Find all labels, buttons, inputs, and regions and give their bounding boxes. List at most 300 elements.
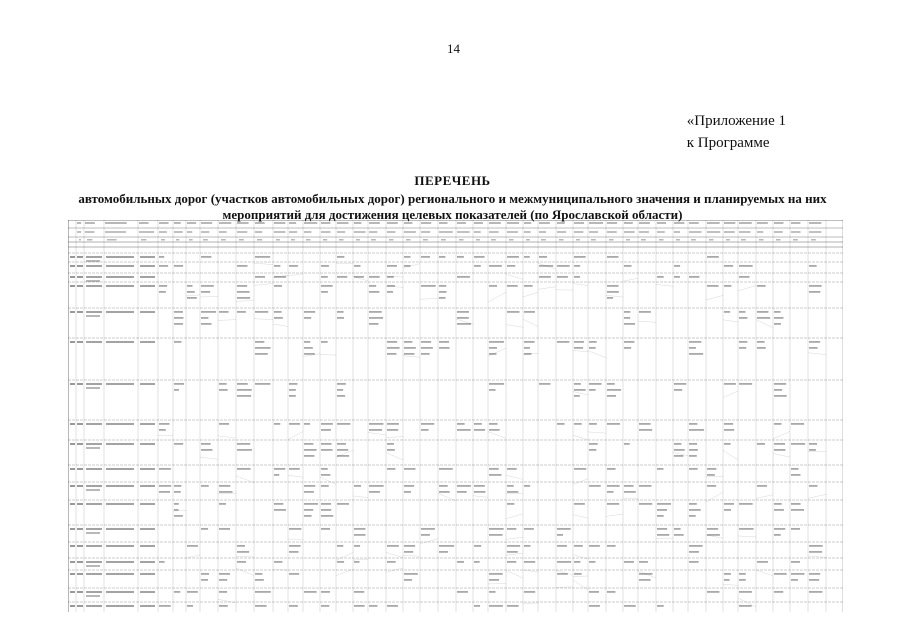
table-cell-text xyxy=(237,551,249,553)
table-cell-text xyxy=(255,276,265,278)
table-rule xyxy=(236,300,254,302)
table-cell-text xyxy=(86,443,102,445)
table-cell-text xyxy=(159,285,167,287)
table-cell-text xyxy=(255,341,264,343)
table-cell-text xyxy=(507,485,514,487)
table-rule xyxy=(186,555,200,558)
table-rule xyxy=(488,432,506,439)
table-cell-text xyxy=(474,485,485,487)
table-rule xyxy=(706,295,723,300)
table-cell-text xyxy=(539,222,550,224)
table-cell-text xyxy=(189,239,193,241)
table-cell-text xyxy=(77,605,83,607)
table-cell-text xyxy=(159,561,165,563)
table-cell-text xyxy=(439,485,448,487)
table-cell-text xyxy=(707,468,716,470)
table-cell-text xyxy=(86,265,102,267)
table-cell-text xyxy=(86,423,102,425)
table-cell-text xyxy=(77,561,83,563)
table-cell-text xyxy=(369,222,380,224)
table-cell-text xyxy=(161,239,165,241)
table-cell-text xyxy=(237,383,248,385)
roads-table-grid xyxy=(68,220,843,612)
table-cell-text xyxy=(77,485,83,487)
table-cell-text xyxy=(70,311,75,313)
table-cell-text xyxy=(291,239,295,241)
table-cell-text xyxy=(489,383,504,385)
table-cell-text xyxy=(237,443,250,445)
table-rule xyxy=(506,475,523,479)
table-cell-text xyxy=(507,256,519,258)
table-cell-text xyxy=(174,443,183,445)
table-cell-text xyxy=(639,503,652,505)
table-cell-text xyxy=(589,341,597,343)
table-cell-text xyxy=(289,383,297,385)
table-rule xyxy=(606,514,623,516)
table-cell-text xyxy=(707,222,720,224)
table-cell-text xyxy=(289,528,301,530)
table-cell-text xyxy=(140,276,155,278)
table-cell-text xyxy=(574,276,580,278)
table-cell-text xyxy=(507,265,515,267)
table-cell-text xyxy=(387,231,395,233)
table-cell-text xyxy=(70,591,75,593)
table-cell-text xyxy=(404,491,411,493)
table-cell-text xyxy=(86,595,100,597)
table-cell-text xyxy=(70,573,75,575)
table-cell-text xyxy=(257,239,262,241)
table-rule xyxy=(506,553,523,555)
table-cell-text xyxy=(337,561,344,563)
table-cell-text xyxy=(354,231,366,233)
table-cell-text xyxy=(507,503,514,505)
table-cell-text xyxy=(321,276,328,278)
table-cell-text xyxy=(387,222,398,224)
table-cell-text xyxy=(86,561,102,563)
table-cell-text xyxy=(219,573,230,575)
table-cell-text xyxy=(421,231,430,233)
table-cell-text xyxy=(774,383,786,385)
table-cell-text xyxy=(791,503,801,505)
table-cell-text xyxy=(457,317,469,319)
table-cell-text xyxy=(106,573,134,575)
table-cell-text xyxy=(321,468,328,470)
table-cell-text xyxy=(289,395,296,397)
table-cell-text xyxy=(337,311,344,313)
table-cell-text xyxy=(387,449,395,451)
table-cell-text xyxy=(724,509,731,511)
table-cell-text xyxy=(774,591,783,593)
table-cell-text xyxy=(757,485,767,487)
table-rule xyxy=(756,570,773,576)
table-rule xyxy=(773,431,790,439)
title-heading: ПЕРЕЧЕНЬ xyxy=(414,173,491,188)
table-rule xyxy=(523,319,538,326)
table-cell-text xyxy=(757,347,766,349)
table-cell-text xyxy=(674,455,683,457)
table-cell-text xyxy=(201,579,208,581)
table-cell-text xyxy=(219,579,227,581)
table-cell-text xyxy=(321,509,331,511)
table-cell-text xyxy=(387,276,394,278)
table-cell-text xyxy=(676,239,680,241)
table-cell-text xyxy=(159,491,170,493)
table-cell-text xyxy=(774,323,781,325)
table-cell-text xyxy=(809,285,822,287)
table-cell-text xyxy=(86,565,100,567)
table-cell-text xyxy=(524,347,530,349)
table-cell-text xyxy=(321,474,330,476)
table-cell-text xyxy=(509,239,514,241)
table-cell-text xyxy=(304,591,317,593)
table-cell-text xyxy=(387,561,396,563)
table-cell-text xyxy=(739,503,753,505)
table-cell-text xyxy=(87,239,92,241)
table-cell-text xyxy=(140,383,155,385)
table-cell-text xyxy=(491,239,496,241)
table-cell-text xyxy=(707,231,720,233)
table-rule xyxy=(756,319,773,327)
table-rule xyxy=(236,476,254,483)
table-cell-text xyxy=(174,503,179,505)
table-cell-text xyxy=(707,485,716,487)
table-cell-text xyxy=(674,389,682,391)
table-cell-text xyxy=(255,573,262,575)
table-cell-text xyxy=(421,528,435,530)
table-cell-text xyxy=(77,383,83,385)
table-cell-text xyxy=(809,347,818,349)
table-cell-text xyxy=(70,528,75,530)
table-cell-text xyxy=(70,561,75,563)
table-cell-text xyxy=(559,239,564,241)
table-cell-text xyxy=(739,276,749,278)
table-cell-text xyxy=(174,383,184,385)
table-cell-text xyxy=(674,528,681,530)
table-cell-text xyxy=(589,449,596,451)
table-cell-text xyxy=(591,239,596,241)
table-cell-text xyxy=(624,231,635,233)
table-cell-text xyxy=(159,222,169,224)
table-rule xyxy=(656,284,673,286)
table-cell-text xyxy=(337,389,343,391)
table-cell-text xyxy=(489,285,497,287)
table-cell-text xyxy=(607,468,616,470)
table-cell-text xyxy=(489,222,501,224)
table-cell-text xyxy=(474,605,480,607)
table-cell-text xyxy=(657,509,667,511)
table-cell-text xyxy=(106,591,134,593)
table-cell-text xyxy=(140,468,155,470)
table-cell-text xyxy=(609,239,614,241)
table-cell-text xyxy=(421,341,431,343)
table-rule xyxy=(573,576,588,577)
table-cell-text xyxy=(739,347,746,349)
table-cell-text xyxy=(339,239,344,241)
table-cell-text xyxy=(304,503,318,505)
table-cell-text xyxy=(70,503,75,505)
table-rule xyxy=(254,284,273,286)
table-cell-text xyxy=(689,545,703,547)
table-cell-text xyxy=(140,605,155,607)
table-cell-text xyxy=(791,468,799,470)
table-cell-text xyxy=(237,231,247,233)
table-cell-text xyxy=(557,276,568,278)
table-rule xyxy=(506,537,523,539)
table-cell-text xyxy=(337,222,349,224)
table-cell-text xyxy=(689,443,697,445)
table-cell-text xyxy=(387,285,395,287)
table-cell-text xyxy=(255,591,271,593)
table-cell-text xyxy=(237,561,246,563)
table-cell-text xyxy=(739,579,746,581)
table-cell-text xyxy=(106,485,134,487)
table-cell-text xyxy=(70,285,75,287)
table-cell-text xyxy=(689,503,697,505)
table-cell-text xyxy=(489,534,503,536)
table-cell-text xyxy=(607,291,619,293)
table-cell-text xyxy=(356,239,360,241)
table-cell-text xyxy=(439,297,446,299)
table-cell-text xyxy=(489,429,500,431)
table-cell-text xyxy=(70,423,75,425)
table-cell-text xyxy=(476,239,480,241)
table-cell-text xyxy=(70,605,75,607)
table-cell-text xyxy=(387,347,400,349)
table-rule xyxy=(218,599,236,603)
table-cell-text xyxy=(321,503,331,505)
table-cell-text xyxy=(369,276,380,278)
table-cell-text xyxy=(174,323,183,325)
table-cell-text xyxy=(369,285,376,287)
table-cell-text xyxy=(201,311,216,313)
table-cell-text xyxy=(421,429,429,431)
appendix-line-2: к Программе xyxy=(686,135,770,151)
table-cell-text xyxy=(489,468,499,470)
table-cell-text xyxy=(321,265,329,267)
table-cell-text xyxy=(624,605,636,607)
table-cell-text xyxy=(507,605,519,607)
table-cell-text xyxy=(255,347,270,349)
table-cell-text xyxy=(474,491,485,493)
table-cell-text xyxy=(70,276,75,278)
table-cell-text xyxy=(404,353,414,355)
table-cell-text xyxy=(574,347,583,349)
table-rule xyxy=(573,435,588,439)
table-cell-text xyxy=(457,491,467,493)
table-rule xyxy=(368,432,386,435)
table-cell-text xyxy=(219,383,227,385)
table-cell-text xyxy=(657,534,669,536)
table-cell-text xyxy=(574,265,580,267)
table-cell-text xyxy=(354,561,360,563)
table-cell-text xyxy=(507,468,517,470)
table-cell-text xyxy=(387,353,396,355)
table-rule xyxy=(588,432,606,433)
table-rule xyxy=(606,295,623,297)
table-cell-text xyxy=(321,231,330,233)
table-cell-text xyxy=(304,515,312,517)
table-cell-text xyxy=(404,579,412,581)
table-cell-text xyxy=(77,468,83,470)
table-cell-text xyxy=(86,341,102,343)
table-cell-text xyxy=(459,239,464,241)
table-cell-text xyxy=(369,485,384,487)
table-cell-text xyxy=(524,561,535,563)
table-cell-text xyxy=(439,291,447,293)
table-cell-text xyxy=(304,317,311,319)
table-cell-text xyxy=(387,443,394,445)
table-rule xyxy=(288,475,303,477)
table-rule xyxy=(200,457,218,459)
table-cell-text xyxy=(159,429,166,431)
table-cell-text xyxy=(726,239,730,241)
table-cell-text xyxy=(140,591,155,593)
table-cell-text xyxy=(237,265,248,267)
table-cell-text xyxy=(304,311,315,313)
table-cell-text xyxy=(809,485,817,487)
table-rule xyxy=(288,274,303,276)
table-cell-text xyxy=(255,311,268,313)
table-cell-text xyxy=(539,256,547,258)
table-cell-text xyxy=(77,341,83,343)
table-cell-text xyxy=(86,591,102,593)
table-cell-text xyxy=(174,231,183,233)
table-cell-text xyxy=(774,528,785,530)
table-cell-text xyxy=(791,474,800,476)
table-cell-text xyxy=(174,222,181,224)
table-cell-text xyxy=(406,239,411,241)
table-cell-text xyxy=(237,545,245,547)
table-cell-text xyxy=(439,231,453,233)
table-cell-text xyxy=(337,545,343,547)
table-cell-text xyxy=(739,231,751,233)
table-cell-text xyxy=(689,551,699,553)
table-cell-text xyxy=(674,231,680,233)
table-cell-text xyxy=(201,485,209,487)
table-cell-text xyxy=(624,311,630,313)
table-cell-text xyxy=(337,443,346,445)
table-cell-text xyxy=(274,468,285,470)
table-rule xyxy=(738,536,756,537)
table-cell-text xyxy=(404,341,412,343)
table-cell-text xyxy=(739,591,752,593)
table-cell-text xyxy=(757,341,765,343)
table-cell-text xyxy=(524,256,530,258)
table-cell-text xyxy=(237,291,250,293)
table-cell-text xyxy=(607,503,619,505)
table-cell-text xyxy=(757,317,770,319)
table-cell-text xyxy=(774,311,781,313)
table-cell-text xyxy=(70,256,75,258)
table-cell-text xyxy=(474,545,481,547)
table-cell-text xyxy=(159,423,170,425)
table-cell-text xyxy=(557,423,564,425)
table-cell-text xyxy=(106,561,134,563)
table-cell-text xyxy=(489,231,499,233)
table-cell-text xyxy=(557,545,567,547)
table-rule xyxy=(336,263,353,264)
table-cell-text xyxy=(337,449,348,451)
table-cell-text xyxy=(255,605,267,607)
table-cell-text xyxy=(77,591,83,593)
table-cell-text xyxy=(321,341,328,343)
table-cell-text xyxy=(524,231,531,233)
table-cell-text xyxy=(387,341,397,343)
table-cell-text xyxy=(624,491,636,493)
table-cell-text xyxy=(507,528,516,530)
table-cell-text xyxy=(589,561,595,563)
table-rule xyxy=(420,298,438,299)
table-cell-text xyxy=(140,341,155,343)
table-cell-text xyxy=(507,545,520,547)
table-cell-text xyxy=(106,605,134,607)
table-rule xyxy=(573,392,588,396)
table-rule xyxy=(523,570,538,572)
table-cell-text xyxy=(589,389,596,391)
table-cell-text xyxy=(724,429,734,431)
table-cell-text xyxy=(86,285,102,287)
table-cell-text xyxy=(524,591,535,593)
table-cell-text xyxy=(423,239,428,241)
table-cell-text xyxy=(457,561,464,563)
table-cell-text xyxy=(607,485,620,487)
table-cell-text xyxy=(724,222,735,224)
table-cell-text xyxy=(791,573,804,575)
table-cell-text xyxy=(404,256,410,258)
table-cell-text xyxy=(557,528,571,530)
table-cell-text xyxy=(739,222,752,224)
table-cell-text xyxy=(557,222,565,224)
table-cell-text xyxy=(707,474,715,476)
table-cell-text xyxy=(757,311,768,313)
table-cell-text xyxy=(304,455,315,457)
table-cell-text xyxy=(576,239,580,241)
table-cell-text xyxy=(639,573,652,575)
table-cell-text xyxy=(255,353,268,355)
table-cell-text xyxy=(557,573,568,575)
table-cell-text xyxy=(159,468,171,470)
table-rule xyxy=(723,320,738,322)
table-rule xyxy=(573,350,588,351)
table-cell-text xyxy=(187,605,193,607)
table-cell-text xyxy=(86,532,100,534)
table-cell-text xyxy=(289,468,300,470)
table-cell-text xyxy=(689,341,701,343)
table-cell-text xyxy=(140,423,155,425)
table-cell-text xyxy=(321,285,333,287)
table-cell-text xyxy=(574,395,580,397)
table-cell-text xyxy=(526,239,530,241)
table-cell-text xyxy=(574,341,584,343)
table-cell-text xyxy=(86,276,102,278)
table-rule xyxy=(573,580,588,589)
table-cell-text xyxy=(774,317,783,319)
table-cell-text xyxy=(141,239,146,241)
table-cell-text xyxy=(201,256,211,258)
table-rule xyxy=(573,555,588,559)
table-cell-text xyxy=(791,231,801,233)
table-cell-text xyxy=(139,231,154,233)
table-cell-text xyxy=(489,528,504,530)
table-cell-text xyxy=(274,222,285,224)
table-cell-text xyxy=(106,443,134,445)
table-cell-text xyxy=(174,485,181,487)
table-rule xyxy=(723,450,738,459)
table-cell-text xyxy=(289,222,296,224)
table-cell-text xyxy=(657,468,663,470)
table-rule xyxy=(723,391,738,398)
table-cell-text xyxy=(474,231,481,233)
